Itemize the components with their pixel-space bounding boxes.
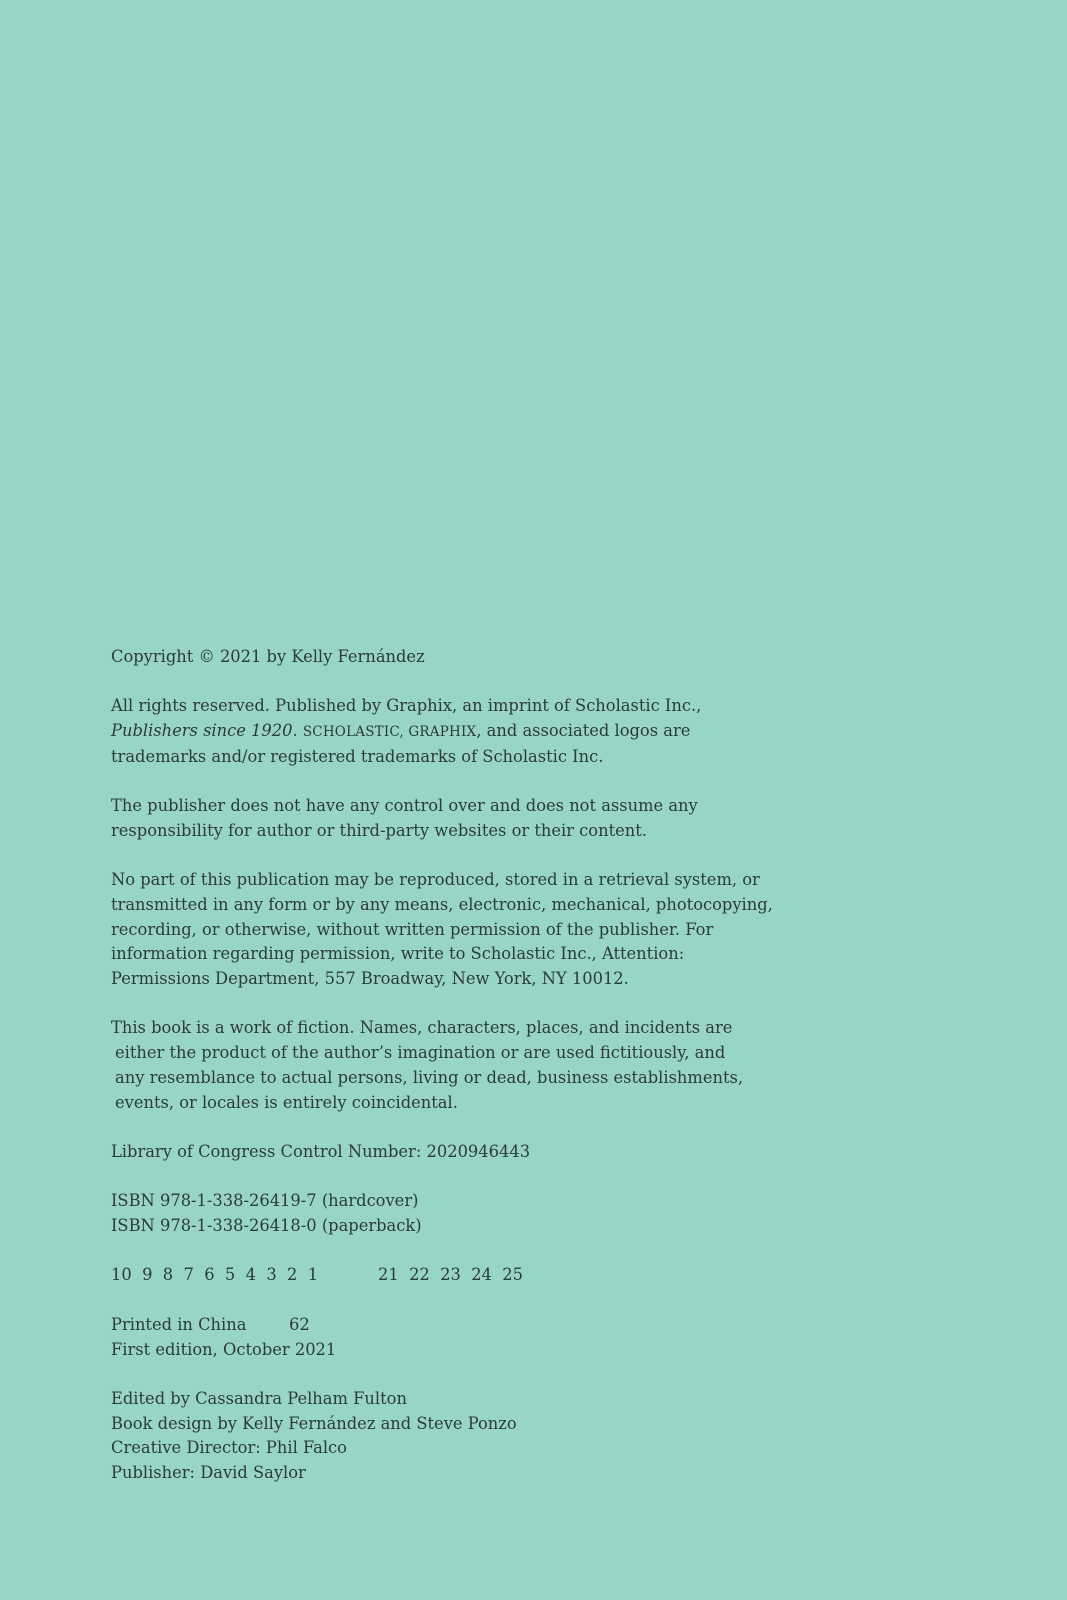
disclaimer-line-2: responsibility for author or third-party websites or their content. [111,820,647,840]
reproduction-line-4: information regarding permission, write to Scholastic Inc., Attention: [111,944,685,964]
fiction-line-3: any resemblance to actual persons, living or dead, business establishments, [115,1067,744,1087]
edition-line: First edition, October 2021 [111,1339,337,1359]
copyright-block [111,645,851,1510]
fiction-line-4: events, or locales is entirely coincidental. [115,1092,458,1112]
reproduction-paragraph [111,868,851,992]
printing-years: 21 22 23 24 25 [378,1265,523,1285]
loc-line: Library of Congress Control Number: 2020946443 [111,1141,531,1161]
printed-code: 62 [289,1314,310,1334]
credit-editor: Edited by Cassandra Pelham Fulton [111,1388,407,1408]
credits-paragraph [111,1387,851,1486]
copyright-line: Copyright © 2021 by Kelly Fernández [111,647,425,666]
fiction-paragraph [111,1016,851,1115]
reproduction-line-5: Permissions Department, 557 Broadway, New York, NY 10012. [111,969,629,989]
printed-label: Printed in China [111,1314,247,1334]
rights-line-1: All rights reserved. Published by Graphix, an imprint of Scholastic Inc., [111,696,702,716]
fiction-line-2: either the product of the author’s imagination or are used fictitiously, and [115,1043,726,1063]
printing-line [111,1263,851,1288]
trademarks-caps-text: SCHOLASTIC, GRAPHIX [302,724,477,741]
credit-design: Book design by Kelly Fernández and Steve Ponzo [111,1413,517,1433]
reproduction-line-2: transmitted in any form or by any means, electronic, mechanical, photocopying, [111,894,773,914]
rights-line-2-rest: , and associated logos are [476,721,691,741]
printing-row [111,1263,851,1288]
isbn-paragraph [111,1189,851,1238]
printed-row [111,1313,851,1338]
period-text: . [292,721,298,741]
disclaimer-line-1: The publisher does not have any control over and does not assume any [111,796,698,816]
reproduction-line-1: No part of this publication may be reproduced, stored in a retrieval system, or [111,870,760,890]
loc-paragraph [111,1140,851,1165]
rights-line-2 [111,719,851,745]
rights-paragraph [111,694,851,769]
publishers-since-text: Publishers since 1920 [111,721,293,741]
disclaimer-paragraph [111,794,851,843]
printing-numbers: 10 9 8 7 6 5 4 3 2 1 [111,1265,319,1285]
reproduction-line-3: recording, or otherwise, without written permission of the publisher. For [111,919,714,939]
copyright-notice [111,645,851,670]
rights-line-3: trademarks and/or registered trademarks of Scholastic Inc. [111,746,604,766]
printed-paragraph [111,1313,851,1362]
isbn-hardcover: ISBN 978-1-338-26419-7 (hardcover) [111,1191,419,1211]
credit-creative-director: Creative Director: Phil Falco [111,1438,347,1458]
isbn-paperback: ISBN 978-1-338-26418-0 (paperback) [111,1216,422,1236]
credit-publisher: Publisher: David Saylor [111,1463,306,1483]
fiction-line-1: This book is a work of fiction. Names, characters, places, and incidents are [111,1018,733,1038]
